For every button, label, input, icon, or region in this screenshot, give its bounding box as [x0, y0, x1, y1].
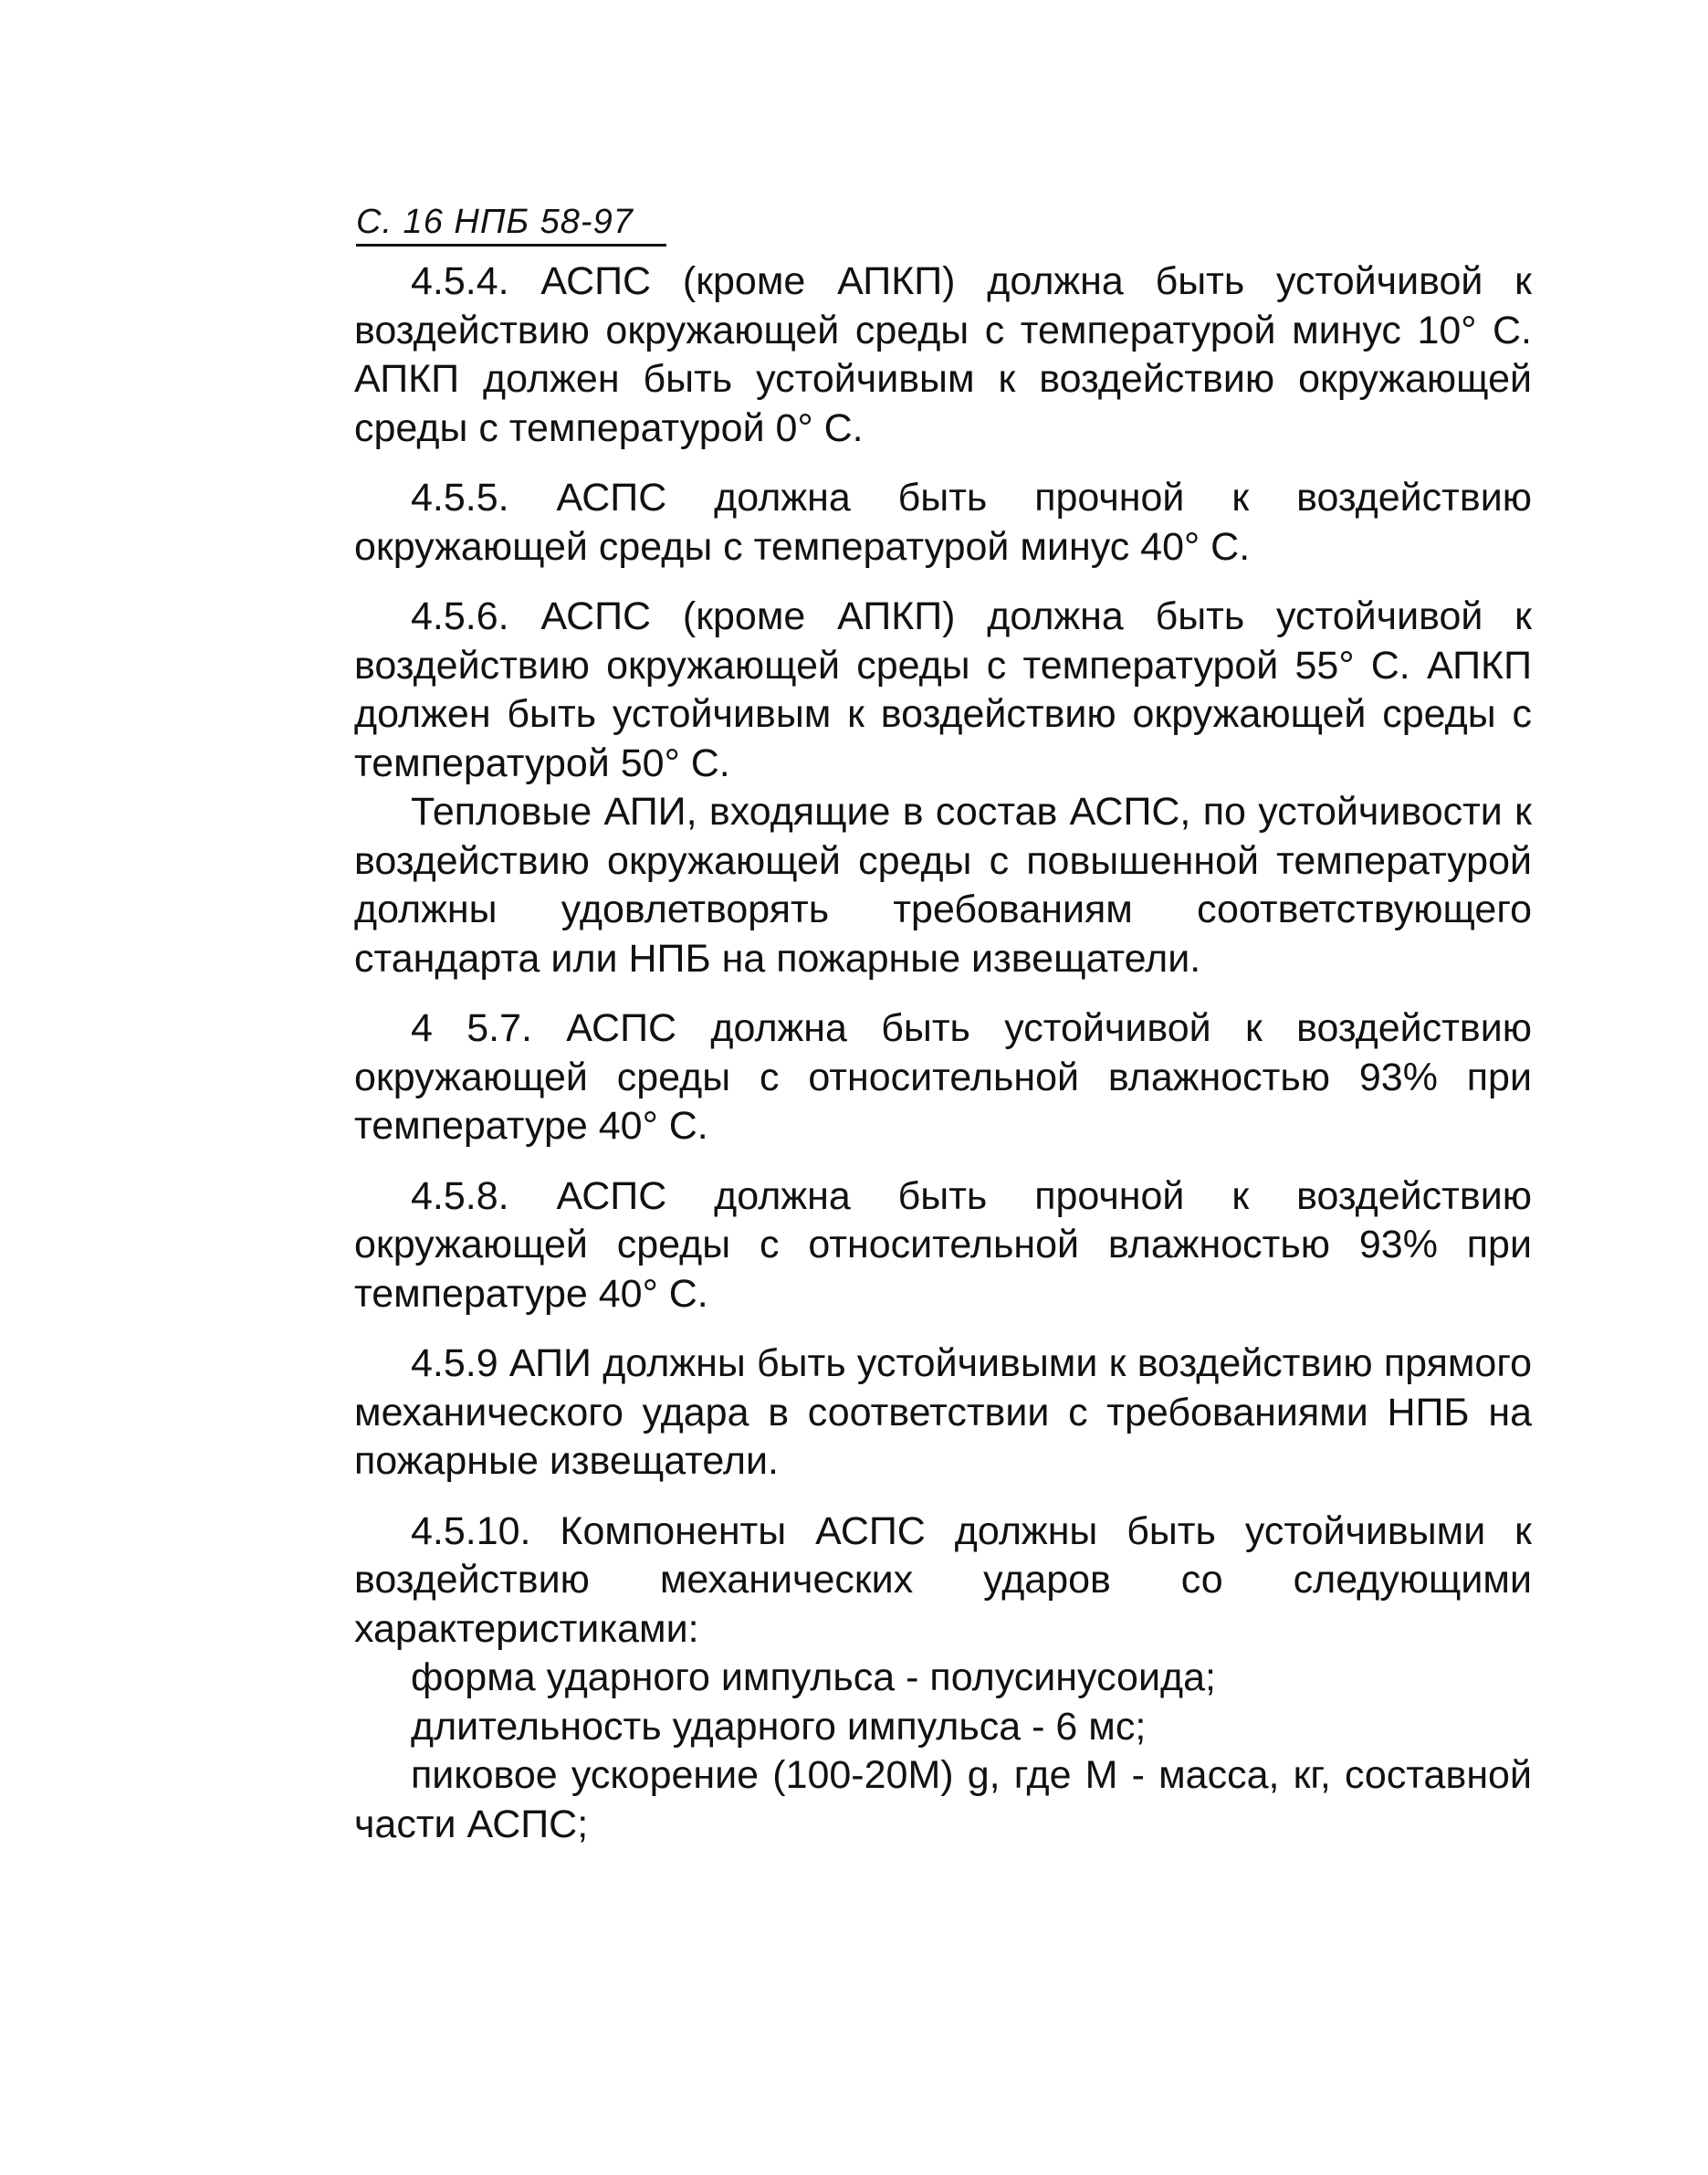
list-item-pulse-shape: форма ударного импульса - полусинусоида; [411, 1655, 1216, 1699]
list-item-peak-acceleration: пиковое ускорение (100-20М) g, где М - масса, кг, составной части АСПС; [354, 1753, 1532, 1846]
running-head: С. 16 НПБ 58-97 [356, 203, 666, 247]
paragraph-thermal-detectors: Тепловые АПИ, входящие в состав АСПС, по устойчивости к воздействию окружающей среды с повышенной температурой должны удовлетворять требованиям соответствующего стандарта или НПБ на пожарные извещатели. [354, 790, 1532, 981]
paragraph-4-5-5: 4.5.5. АСПС должна быть прочной к воздействию окружающей среды с температурой минус 40° С. [354, 476, 1532, 569]
paragraph-4-5-9: 4.5.9 АПИ должны быть устойчивыми к воздействию прямого механического удара в соответствии с требованиями НПБ на пожарные извещатели. [354, 1341, 1532, 1483]
paragraph-4-5-7: 4 5.7. АСПС должна быть устойчивой к воздействию окружающей среды с относительной влажностью 93% при температуре 40° С. [354, 1006, 1532, 1148]
list-item-pulse-duration: длительность ударного импульса - 6 мс; [411, 1704, 1147, 1749]
body-text [354, 257, 1532, 1849]
paragraph-4-5-6: 4.5.6. АСПС (кроме АПКП) должна быть устойчивой к воздействию окружающей среды с температурой 55° С. АПКП должен быть устойчивым к воздействию окружающей среды с температурой 50° С. [354, 594, 1532, 785]
paragraph-4-5-10: 4.5.10. Компоненты АСПС должны быть устойчивыми к воздействию механических ударов со следующими характеристиками: [354, 1508, 1532, 1651]
paragraph-4-5-4: 4.5.4. АСПС (кроме АПКП) должна быть устойчивой к воздействию окружающей среды с температурой минус 10° С. АПКП должен быть устойчивым к воздействию окружающей среды с температурой 0° С. [354, 259, 1532, 450]
paragraph-4-5-8: 4.5.8. АСПС должна быть прочной к воздействию окружающей среды с относительной влажностью 93% при температуре 40° С. [354, 1173, 1532, 1316]
